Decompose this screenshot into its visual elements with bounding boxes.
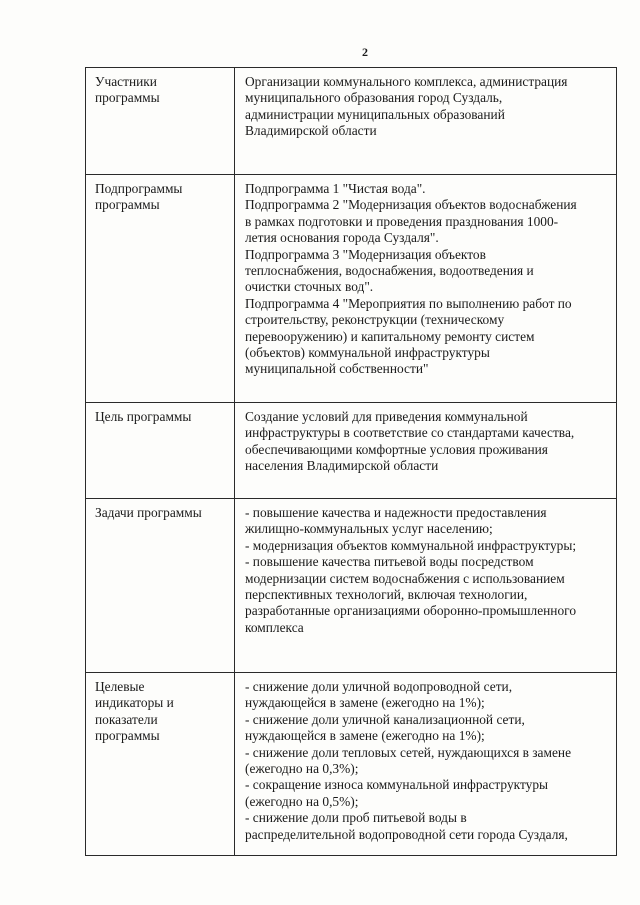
- text-line: муниципальной собственности": [245, 361, 429, 377]
- program-passport-table: [85, 67, 617, 856]
- label-line: индикаторы и: [95, 695, 174, 711]
- content-tasks: [235, 499, 617, 673]
- text-line: администрации муниципальных образований: [245, 106, 505, 122]
- row-indicators: [86, 673, 617, 856]
- content-goal: [235, 403, 617, 499]
- text-line: - снижение доли уличной водопроводной сети,: [245, 679, 513, 694]
- text-line: - модернизация объектов коммунальной инфраструктуры;: [245, 537, 577, 553]
- text-line: нуждающейся в замене (ежегодно на 1%);: [245, 728, 485, 744]
- text-line: - повышение качества питьевой воды посредством: [245, 554, 534, 570]
- text-line: - снижение доли тепловых сетей, нуждающихся в замене: [245, 744, 572, 760]
- label-line: Целевые: [95, 679, 145, 694]
- content-participants: [235, 68, 617, 175]
- text-line: модернизации систем водоснабжения с использованием: [245, 570, 565, 586]
- label-line: Задачи программы: [95, 505, 202, 520]
- text-line: Подпрограмма 2 "Модернизация объектов водоснабжения: [245, 197, 577, 213]
- text-line: летия основания города Суздаля".: [245, 230, 439, 246]
- text-line: обеспечивающими комфортные условия проживания: [245, 441, 548, 457]
- text-line: (объектов) коммунальной инфраструктуры: [245, 345, 490, 361]
- text-line: Подпрограмма 1 "Чистая вода".: [245, 181, 426, 196]
- page-number: 2: [362, 45, 368, 59]
- text-line: - повышение качества и надежности предоставления: [245, 505, 547, 520]
- content-indicators: [235, 673, 617, 856]
- label-line: программы: [95, 197, 160, 213]
- text-line: комплекса: [245, 619, 304, 635]
- label-line: показатели: [95, 711, 158, 727]
- text-line: - сокращение износа коммунальной инфраструктуры: [245, 777, 549, 793]
- label-tasks: [86, 499, 235, 673]
- text-line: муниципального образования город Суздаль,: [245, 90, 503, 106]
- text-line: теплоснабжения, водоснабжения, водоотведения и: [245, 263, 534, 279]
- text-line: разработанные организациями оборонно-промышленного: [245, 603, 577, 619]
- text-line: Подпрограмма 4 "Мероприятия по выполнению работ по: [245, 295, 572, 311]
- text-line: - снижение доли уличной канализационной сети,: [245, 711, 525, 727]
- text-line: (ежегодно на 0,5%);: [245, 793, 359, 809]
- label-line: программы: [95, 90, 160, 106]
- row-tasks: [86, 499, 617, 673]
- text-line: перспективных технологий, включая технологии,: [245, 587, 528, 603]
- row-participants: [86, 68, 617, 175]
- text-line: в рамках подготовки и проведения празднования 1000-: [245, 213, 559, 229]
- text-line: жилищно-коммунальных услуг населению;: [245, 521, 493, 537]
- text-line: - снижение доли проб питьевой воды в: [245, 810, 467, 826]
- label-line: Подпрограммы: [95, 181, 183, 196]
- label-line: Цель программы: [95, 409, 192, 424]
- text-line: очистки сточных вод".: [245, 279, 374, 295]
- text-line: перевооружению) и капитальному ремонту систем: [245, 328, 535, 344]
- label-goal: [86, 403, 235, 499]
- text-line: Владимирской области: [245, 123, 377, 139]
- text-line: распределительной водопроводной сети города Суздаля,: [245, 826, 568, 842]
- text-line: Подпрограмма 3 "Модернизация объектов: [245, 246, 486, 262]
- text-line: населения Владимирской области: [245, 458, 439, 474]
- label-indicators: [86, 673, 235, 856]
- text-line: нуждающейся в замене (ежегодно на 1%);: [245, 695, 485, 711]
- content-subprograms: [235, 175, 617, 403]
- text-line: (ежегодно на 0,3%);: [245, 761, 359, 777]
- label-line: программы: [95, 728, 160, 744]
- text-line: Организации коммунального комплекса, администрация: [245, 74, 568, 89]
- text-line: инфраструктуры в соответствие со стандартами качества,: [245, 425, 575, 441]
- label-participants: [86, 68, 235, 175]
- label-line: Участники: [95, 74, 157, 89]
- row-goal: [86, 403, 617, 499]
- row-subprograms: [86, 175, 617, 403]
- label-subprograms: [86, 175, 235, 403]
- text-line: строительству, реконструкции (техническому: [245, 312, 505, 328]
- text-line: Создание условий для приведения коммунальной: [245, 409, 528, 424]
